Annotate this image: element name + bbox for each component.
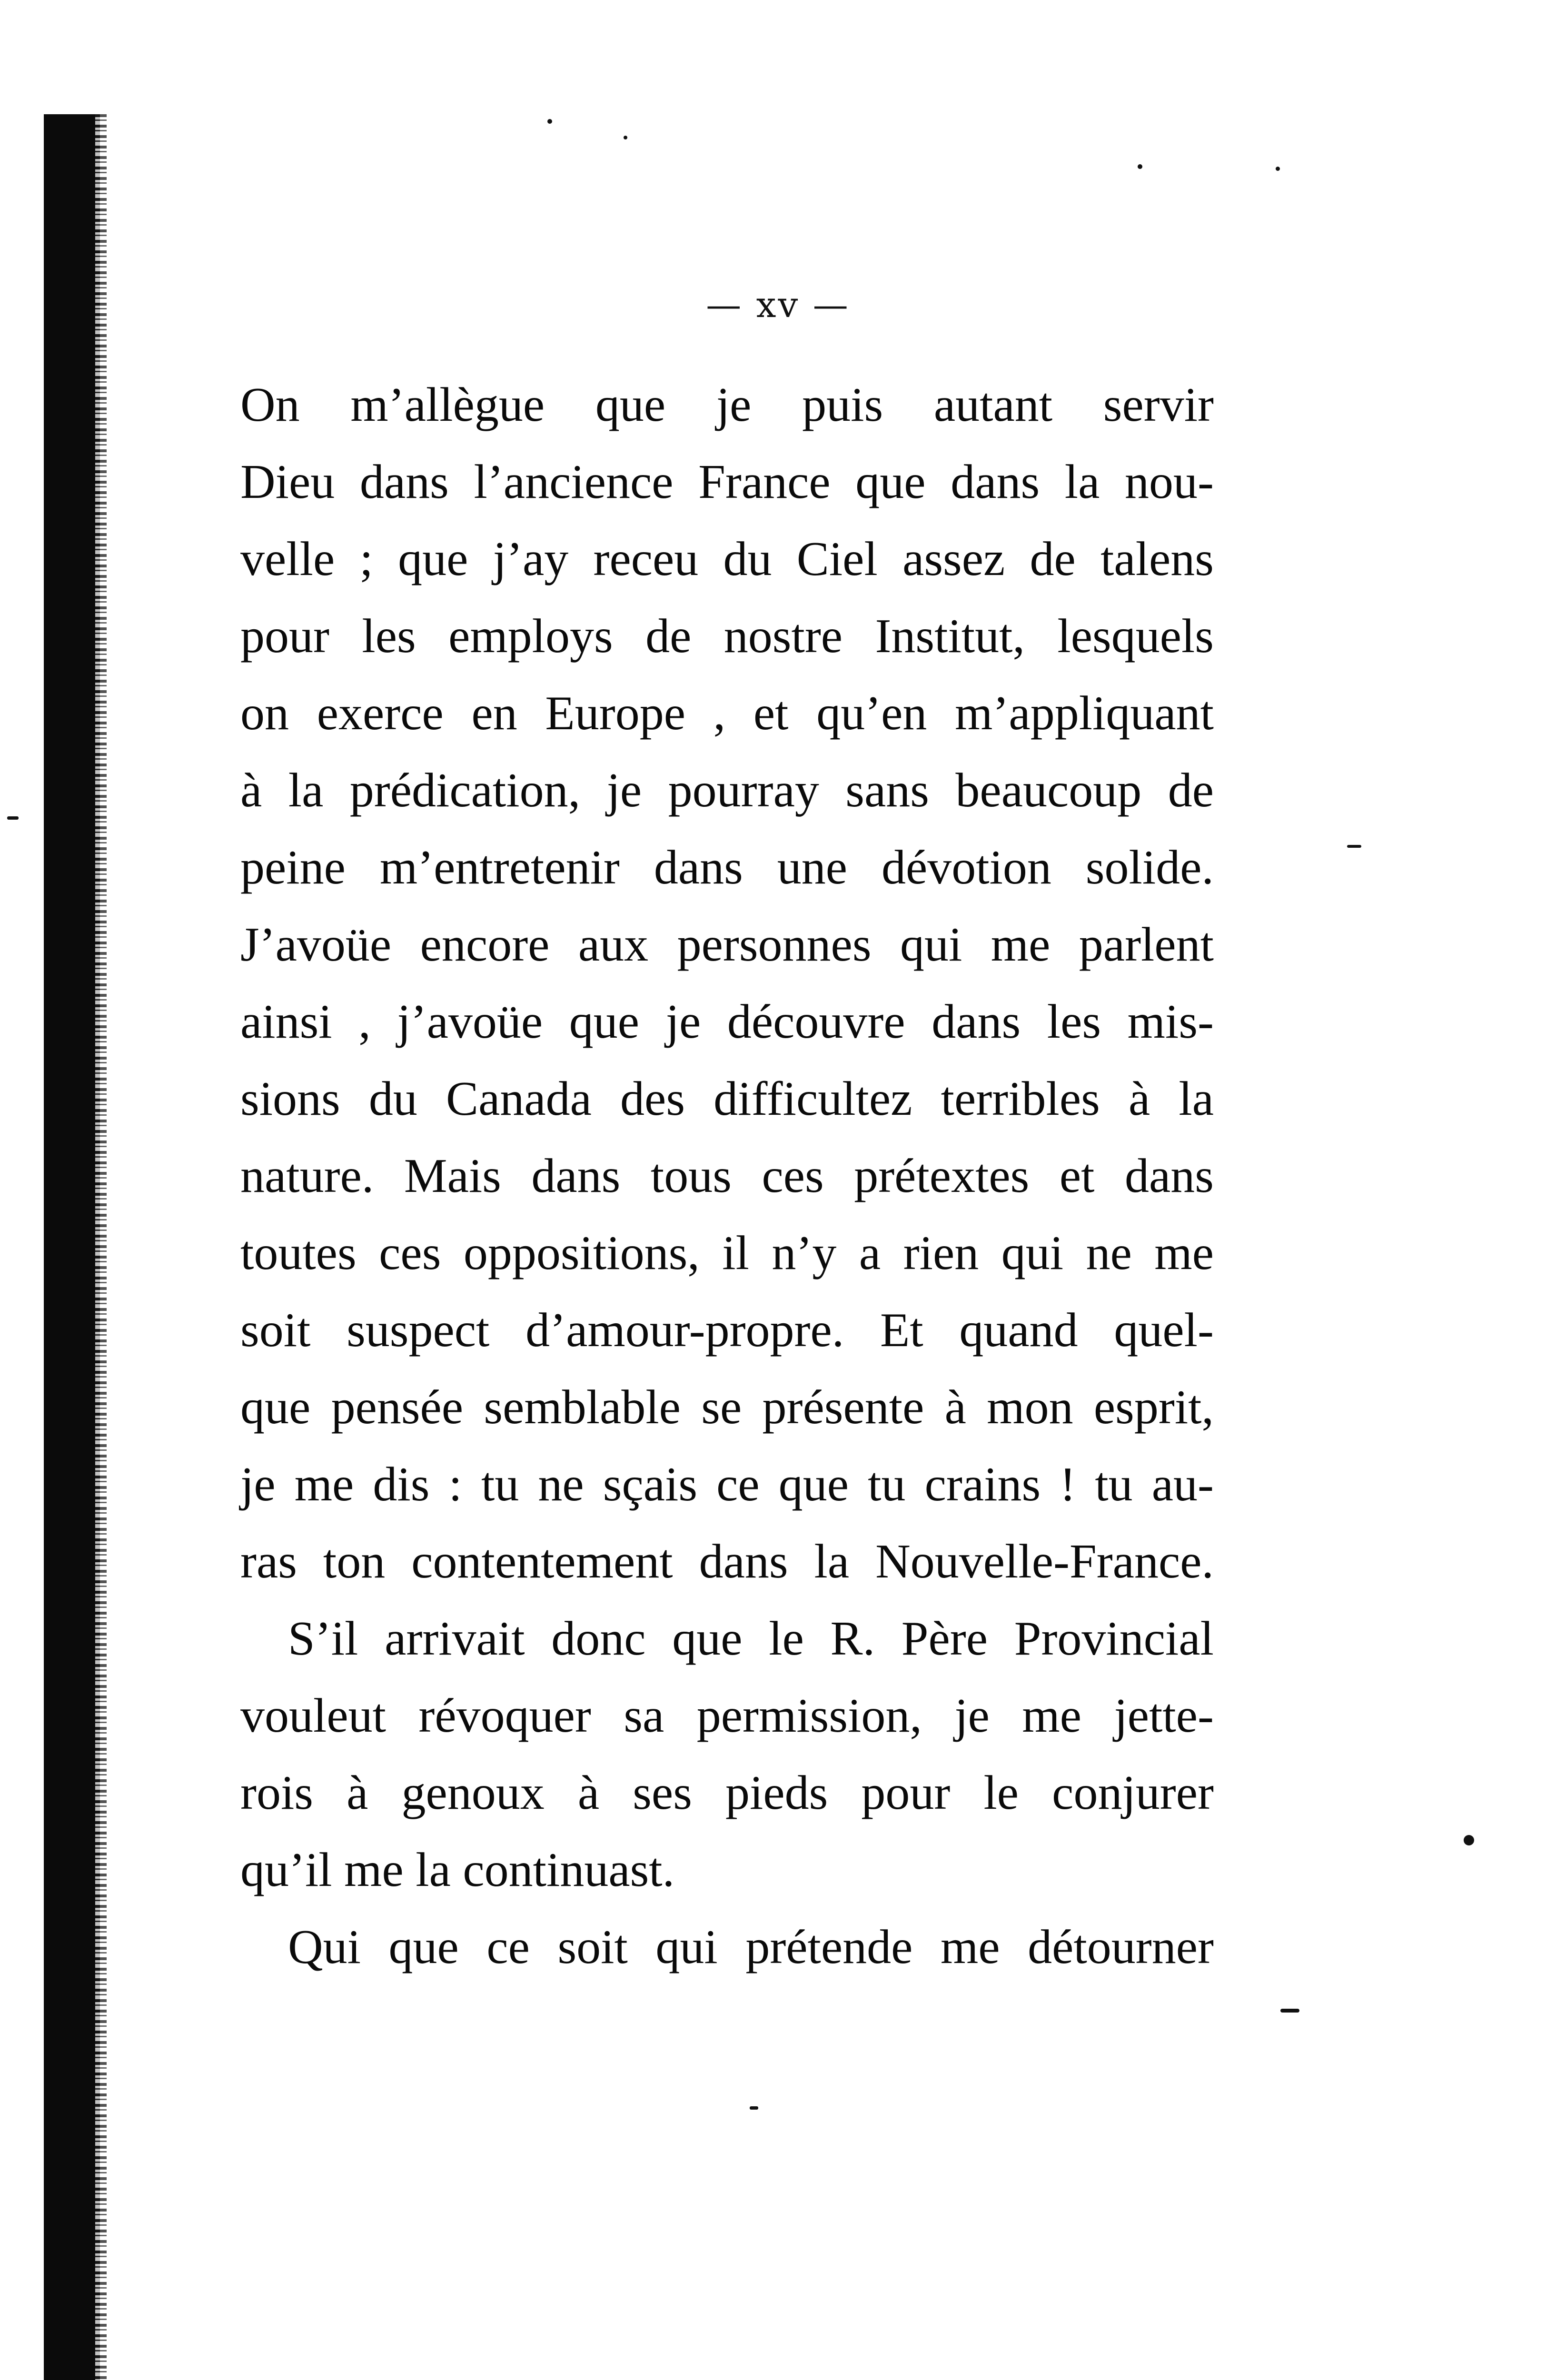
text-line: On m’allègue que je puis autant servir bbox=[240, 378, 1214, 432]
text-line: peine m’entretenir dans une dévotion solide. bbox=[240, 841, 1214, 894]
text-line: je me dis : tu ne sçais ce que tu crains ! tu au- bbox=[240, 1458, 1214, 1511]
ink-speck bbox=[7, 816, 19, 820]
ink-speck bbox=[1138, 164, 1142, 169]
page-number-header: — xv — bbox=[706, 285, 850, 326]
text-line: S’il arrivait donc que le R. Père Provincial bbox=[288, 1612, 1214, 1666]
text-line: soit suspect d’amour-propre. Et quand quel- bbox=[240, 1303, 1214, 1357]
text-line: nature. Mais dans tous ces prétextes et dans bbox=[240, 1149, 1214, 1203]
text-line: sions du Canada des difficultez terribles à la bbox=[240, 1072, 1214, 1126]
binding-edge bbox=[95, 114, 107, 2380]
text-line: ainsi , j’avoüe que je découvre dans les mis- bbox=[240, 995, 1214, 1049]
text-line: que pensée semblable se présente à mon esprit, bbox=[240, 1380, 1214, 1434]
text-line: J’avoüe encore aux personnes qui me parlent bbox=[240, 918, 1214, 972]
text-line: toutes ces oppositions, il n’y a rien qui ne me bbox=[240, 1226, 1214, 1280]
ink-speck bbox=[1347, 845, 1361, 848]
ink-speck bbox=[1280, 2009, 1299, 2013]
text-line: on exerce en Europe , et qu’en m’appliquant bbox=[240, 686, 1214, 740]
text-line: rois à genoux à ses pieds pour le conjurer bbox=[240, 1766, 1214, 1820]
text-line: qu’il me la continuast. bbox=[240, 1843, 675, 1897]
body-text bbox=[240, 367, 1214, 1986]
text-line: Qui que ce soit qui prétende me détourner bbox=[288, 1920, 1214, 1974]
text-line: à la prédication, je pourray sans beaucoup de bbox=[240, 764, 1214, 817]
ink-speck bbox=[1276, 167, 1280, 171]
text-line: velle ; que j’ay receu du Ciel assez de talens bbox=[240, 532, 1214, 586]
text-line: vouleut révoquer sa permission, je me jette- bbox=[240, 1689, 1214, 1743]
text-line: ras ton contentement dans la Nouvelle-France. bbox=[240, 1535, 1214, 1588]
ink-speck bbox=[1464, 1835, 1474, 1845]
ink-speck bbox=[547, 119, 552, 124]
binding-shadow bbox=[44, 114, 100, 2380]
text-line: Dieu dans l’ancience France que dans la nou- bbox=[240, 455, 1214, 509]
ink-speck bbox=[750, 2106, 758, 2110]
text-line: pour les employs de nostre Institut, lesquels bbox=[240, 609, 1214, 663]
ink-speck bbox=[624, 136, 627, 139]
